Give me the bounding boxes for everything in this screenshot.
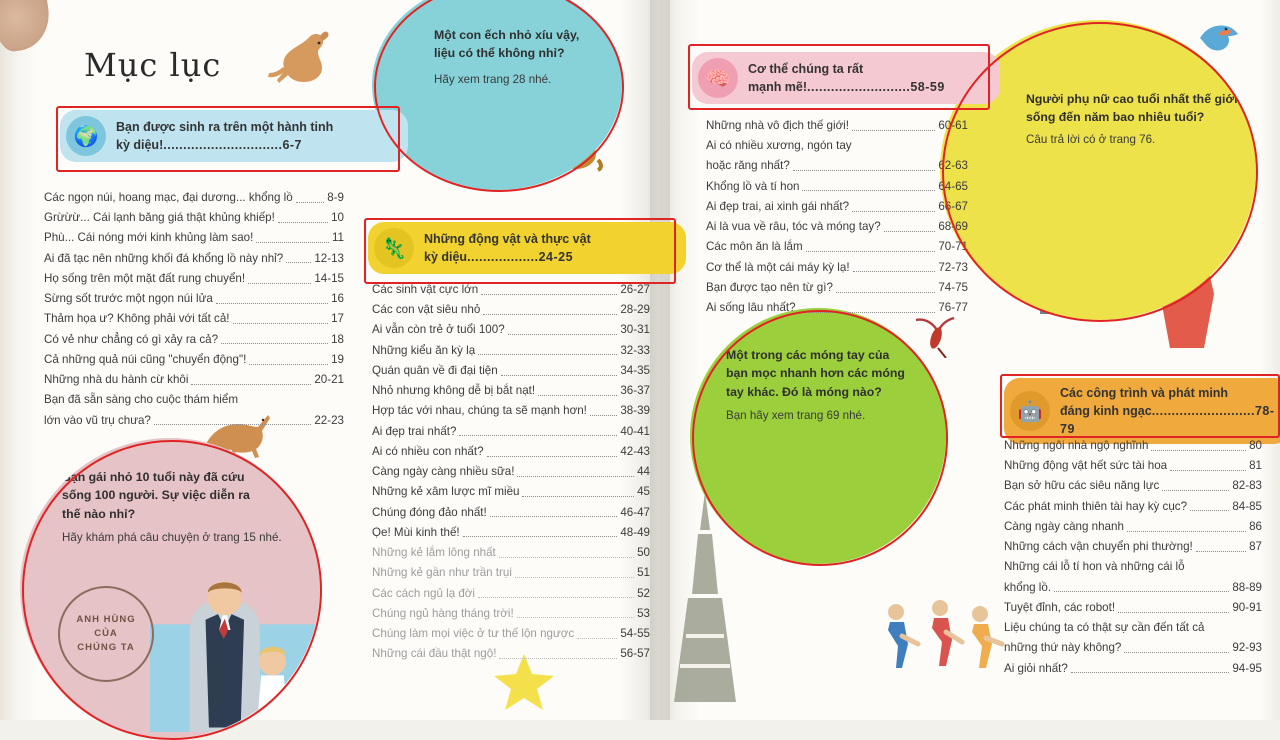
toc-entry-dots: [256, 242, 329, 243]
toc-entry-dots: [1118, 612, 1229, 613]
toc-entry[interactable]: [44, 251, 344, 267]
toc-entry-pages: 52: [637, 586, 650, 600]
toc-entry-label: Các môn ăn là lắm: [706, 240, 803, 254]
toc-entry[interactable]: [706, 179, 968, 195]
toc-entry-label: Những cái lỗ tí hon và những cái lỗ: [1004, 560, 1185, 574]
toc-entry[interactable]: [1004, 458, 1262, 474]
toc-entry-dots: [1071, 672, 1230, 673]
toc-entry-pages: 92-93: [1232, 641, 1262, 655]
toc-entry[interactable]: [372, 586, 650, 602]
toc-entry-dots: [806, 251, 936, 252]
banner-1-dots: ..............................: [163, 138, 283, 152]
hero-man-and-girl-illustration: [150, 556, 320, 738]
toc-entry-pages: 16: [331, 292, 344, 306]
toc-entry-dots: [508, 334, 618, 335]
toc-column-inventions: [1004, 438, 1262, 681]
kangaroo-illustration: [262, 26, 336, 100]
toc-entry-pages: 84-85: [1232, 499, 1262, 513]
toc-entry[interactable]: [1004, 640, 1262, 656]
toc-entry-label: Quán quân về đi đại tiện: [372, 363, 498, 377]
toc-entry-label: Những kẻ gần như trần trụi: [372, 566, 512, 580]
toc-entry-dots: [852, 211, 935, 212]
toc-entry-label: Grừừừ... Cái lạnh băng giá thật khủng khiếp!: [44, 211, 275, 225]
toc-column-body: [706, 118, 968, 320]
callout-green-sub: Bạn hãy xem trang 69 nhé.: [726, 409, 866, 422]
toc-entry-pages: 38-39: [620, 404, 650, 418]
toc-entry-label: Ai giỏi nhất?: [1004, 661, 1068, 675]
toc-entry[interactable]: [1004, 478, 1262, 494]
toc-entry-dots: [799, 312, 936, 313]
bird-illustration: [1196, 18, 1240, 52]
toc-entry-pages: 18: [331, 332, 344, 346]
toc-entry-label: Ai đẹp trai, ai xinh gái nhất?: [706, 199, 850, 213]
toc-entry[interactable]: [1004, 600, 1262, 616]
toc-entry-label: Chúng làm mọi việc ở tư thế lộn ngược: [372, 626, 575, 640]
toc-entry-label: lớn vào vũ trụ chưa?: [44, 413, 151, 427]
toc-entry-dots: [478, 354, 617, 355]
toc-entry-label: Các con vật siêu nhỏ: [372, 303, 481, 317]
toc-entry[interactable]: [372, 343, 650, 359]
toc-entry[interactable]: [372, 464, 650, 480]
toc-entry-pages: 8-9: [327, 191, 344, 204]
callout-yellow-line1: Người phụ nữ cao tuổi nhất thế giới: [1026, 92, 1238, 106]
toc-entry-label: Càng ngày càng nhiều sữa!: [372, 465, 515, 479]
toc-entry-pages: 66-67: [938, 199, 968, 213]
toc-entry-pages: 68-69: [938, 220, 968, 234]
toc-entry-pages: 34-35: [620, 363, 650, 377]
toc-entry-pages: 74-75: [938, 280, 968, 294]
toc-entry-dots: [1124, 652, 1229, 653]
callout-green-line1: Một trong các móng tay của: [726, 348, 890, 362]
banner-3-line1: Cơ thể chúng ta rất: [748, 61, 864, 76]
toc-entry-pages: 11: [331, 231, 344, 245]
toc-entry[interactable]: [372, 505, 650, 521]
toc-entry-dots: [1190, 510, 1229, 511]
toc-entry[interactable]: [44, 392, 344, 408]
banner-2-pages: 24-25: [538, 250, 574, 264]
page-title: Mục lục: [84, 46, 222, 84]
toc-entry[interactable]: [372, 403, 650, 419]
toc-entry-pages: 90-91: [1232, 600, 1262, 614]
toc-entry[interactable]: [372, 545, 650, 561]
banner-2-line1: Những động vật và thực vật: [424, 231, 591, 246]
toc-entry-label: Liệu chúng ta có thật sự cần đến tất cả: [1004, 621, 1205, 635]
toc-entry-dots: [216, 303, 328, 304]
callout-yellow-line2: sống đến năm bao nhiêu tuổi?: [1026, 110, 1205, 125]
toc-entry-label: Hợp tác với nhau, chúng ta sẽ mạnh hơn!: [372, 404, 587, 418]
toc-entry-dots: [248, 283, 311, 284]
toc-entry[interactable]: [372, 322, 650, 338]
toc-entry-label: Những nhà du hành cừ khôi: [44, 373, 189, 387]
toc-entry-dots: [191, 384, 311, 385]
toc-entry-label: Họ sống trên một mặt đất rung chuyển!: [44, 271, 246, 285]
robot-icon: 🤖: [1010, 391, 1050, 431]
toc-entry-dots: [1162, 490, 1229, 491]
toc-entry-label: Bạn đã sẵn sàng cho cuộc thám hiểm: [44, 393, 238, 407]
banner-4-dots: ..........................: [1151, 404, 1255, 419]
toc-entry-label: Bạn được tạo nên từ gì?: [706, 280, 833, 294]
callout-teal-line1: Một con ếch nhỏ xíu vậy,: [434, 28, 580, 42]
chapter-banner-animals[interactable]: [368, 222, 686, 274]
toc-entry-label: Những nhà vô địch thế giới!: [706, 119, 849, 132]
toc-entry-dots: [515, 577, 634, 578]
callout-teal-sub: Hãy xem trang 28 nhé.: [434, 73, 552, 86]
toc-entry-pages: 42-43: [620, 444, 650, 458]
toc-entry[interactable]: [372, 363, 650, 379]
toc-entry[interactable]: [706, 138, 968, 154]
toc-entry-pages: 86: [1249, 519, 1262, 533]
toc-entry-dots: [836, 292, 935, 293]
toc-entry-dots: [1151, 450, 1246, 451]
toc-entry[interactable]: [706, 239, 968, 255]
toc-entry-dots: [154, 424, 311, 425]
toc-entry[interactable]: [1004, 559, 1262, 575]
toc-entry-dots: [499, 658, 617, 659]
toc-entry-pages: 19: [331, 352, 344, 366]
toc-entry-label: Bạn sở hữu các siêu năng lực: [1004, 479, 1160, 493]
callout-bubble-green: [690, 308, 946, 564]
toc-entry-pages: 60-61: [938, 119, 968, 132]
toc-entry-pages: 81: [1249, 459, 1262, 473]
toc-entry-label: Phù... Cái nóng mới kinh khủng làm sao!: [44, 231, 254, 245]
toc-entry[interactable]: [372, 484, 650, 500]
toc-entry[interactable]: [372, 282, 650, 298]
toc-entry[interactable]: [372, 383, 650, 399]
toc-entry-pages: 44: [637, 465, 650, 479]
toc-entry-label: Các ngọn núi, hoang mạc, đại dương... khổng lồ: [44, 191, 293, 204]
toc-entry-label: Ai là vua về râu, tóc và móng tay?: [706, 220, 881, 234]
toc-entry-label: Ai đã tạc nên những khối đá khổng lồ này nhỉ?: [44, 251, 284, 265]
toc-entry[interactable]: [44, 271, 344, 287]
banner-4-line2: đáng kinh ngạc: [1060, 404, 1152, 419]
toc-entry-label: Các sinh vật cực lớn: [372, 283, 479, 296]
toc-entry-label: Những ngôi nhà ngộ nghĩnh: [1004, 439, 1149, 452]
toc-entry[interactable]: [706, 260, 968, 276]
toc-entry-pages: 22-23: [314, 413, 344, 427]
toc-entry-dots: [852, 130, 935, 131]
toc-entry-label: hoặc răng nhất?: [706, 159, 790, 173]
toc-entry[interactable]: [44, 230, 344, 246]
toc-entry-label: Tuyệt đỉnh, các robot!: [1004, 600, 1116, 614]
toc-entry[interactable]: [1004, 620, 1262, 636]
toc-entry[interactable]: [706, 199, 968, 215]
toc-entry[interactable]: [1004, 661, 1262, 677]
toc-entry[interactable]: [706, 219, 968, 235]
toc-entry[interactable]: [372, 424, 650, 440]
toc-entry[interactable]: [706, 300, 968, 316]
toc-entry-dots: [793, 170, 936, 171]
toc-entry[interactable]: [372, 525, 650, 541]
toc-entry-pages: 14-15: [314, 271, 344, 285]
toc-entry-label: Những động vật hết sức tài hoa: [1004, 459, 1168, 473]
callout-green-line2: bạn mọc nhanh hơn các móng: [726, 366, 905, 381]
toc-entry-pages: 50: [637, 546, 650, 560]
toc-entry-pages: 45: [637, 485, 650, 499]
brain-icon: 🧠: [698, 58, 738, 98]
toc-entry-pages: 28-29: [620, 303, 650, 317]
toc-entry-pages: 48-49: [620, 525, 650, 539]
toc-entry-label: Ai có nhiều xương, ngón tay: [706, 139, 852, 153]
hand-holding-book: [0, 0, 53, 54]
toc-entry-dots: [483, 314, 617, 315]
toc-entry[interactable]: [44, 352, 344, 368]
toc-entry-dots: [517, 476, 634, 477]
toc-entry[interactable]: [1004, 519, 1262, 535]
toc-entry-dots: [481, 294, 617, 295]
toc-entry[interactable]: [44, 291, 344, 307]
toc-entry[interactable]: [44, 311, 344, 327]
callout-pink-line3: thế nào nhỉ?: [62, 506, 136, 521]
toc-entry-dots: [884, 231, 936, 232]
callout-pink-line2: sống 100 người. Sự việc diễn ra: [62, 488, 250, 503]
toc-entry[interactable]: [372, 626, 650, 642]
toc-entry-pages: 40-41: [620, 424, 650, 438]
callout-green-line3: tay khác. Đó là móng nào?: [726, 384, 882, 399]
stamp-line-1: ANH HÙNG: [76, 613, 136, 625]
toc-entry[interactable]: [372, 565, 650, 581]
toc-entry-pages: 76-77: [938, 301, 968, 315]
banner-4-line1: Các công trình và phát minh: [1060, 386, 1229, 400]
toc-entry[interactable]: [372, 444, 650, 460]
toc-column-planet: [44, 190, 344, 433]
toc-entry-label: khổng lồ.: [1004, 580, 1052, 594]
toc-entry-pages: 70-71: [938, 240, 968, 254]
toc-entry-dots: [490, 516, 618, 517]
stamp-line-3: CHÚNG TA: [77, 642, 135, 654]
toc-entry-pages: 87: [1249, 540, 1262, 554]
toc-entry-dots: [1054, 591, 1229, 592]
hero-stamp: [58, 586, 154, 682]
toc-entry-pages: 30-31: [620, 323, 650, 337]
toc-entry-dots: [577, 638, 617, 639]
callout-bubble-pink: [20, 438, 320, 738]
toc-entry-pages: 72-73: [938, 260, 968, 274]
toc-entry-dots: [522, 496, 634, 497]
banner-2-line2: kỳ diệu: [424, 250, 468, 264]
toc-entry-pages: 54-55: [620, 626, 650, 640]
toc-entry-label: Thảm họa ư? Không phải với tất cả!: [44, 312, 230, 326]
toc-entry[interactable]: [1004, 438, 1262, 454]
runners-illustration: [872, 596, 1008, 676]
toc-entry-label: Những kẻ lắm lông nhất: [372, 546, 496, 560]
toc-entry-pages: 46-47: [620, 505, 650, 519]
toc-entry-label: Khổng lồ và tí hon: [706, 179, 800, 193]
toc-entry[interactable]: [1004, 580, 1262, 596]
banner-3-dots: ..........................: [807, 80, 911, 94]
banner-3-line2: mạnh mẽ!: [748, 80, 808, 94]
toc-entry-dots: [249, 364, 328, 365]
banner-4-pages: 78-79: [1060, 404, 1275, 437]
globe-child-icon: 🌍: [66, 116, 106, 156]
toc-entry-pages: 26-27: [620, 283, 650, 296]
toc-entry[interactable]: [1004, 499, 1262, 515]
toc-entry[interactable]: [706, 118, 968, 134]
toc-entry-pages: 51: [637, 566, 650, 580]
toc-entry-label: Nhỏ nhưng không dễ bị bắt nạt!: [372, 384, 536, 398]
toc-entry-dots: [590, 415, 617, 416]
toc-entry-label: Cả những quả núi cũng "chuyển động"!: [44, 352, 247, 366]
toc-entry[interactable]: [1004, 539, 1262, 555]
toc-entry-label: Sừng sốt trước một ngọn núi lửa: [44, 292, 213, 306]
toc-entry-label: những thứ này không?: [1004, 641, 1122, 655]
toc-entry-dots: [459, 435, 617, 436]
toc-entry-pages: 10: [331, 211, 344, 225]
toc-entry[interactable]: [372, 606, 650, 622]
toc-entry-dots: [233, 323, 329, 324]
toc-entry-label: Ai sống lâu nhất?: [706, 301, 796, 315]
toc-entry[interactable]: [44, 190, 344, 206]
toc-entry-dots: [499, 557, 634, 558]
toc-entry-dots: [463, 536, 618, 537]
toc-entry[interactable]: [372, 646, 650, 662]
toc-entry-label: Những kiểu ăn kỳ lạ: [372, 343, 476, 357]
toc-entry-dots: [517, 617, 634, 618]
toc-entry-label: Ọe! Mùi kinh thế!: [372, 525, 460, 539]
toc-entry-pages: 88-89: [1232, 580, 1262, 594]
toc-entry-label: Những cách vận chuyển phi thường!: [1004, 540, 1193, 554]
toc-entry-pages: 53: [637, 606, 650, 620]
toc-entry-label: Cơ thể là một cái máy kỳ lạ!: [706, 260, 850, 274]
toc-column-animals: [372, 282, 650, 666]
toc-entry-pages: 80: [1249, 439, 1262, 452]
toc-entry[interactable]: [44, 372, 344, 388]
toc-entry-dots: [538, 395, 617, 396]
toc-entry-dots: [296, 202, 325, 203]
toc-entry-label: Ai vẫn còn trẻ ở tuổi 100?: [372, 323, 505, 337]
toc-entry-dots: [221, 343, 328, 344]
toc-entry-dots: [1127, 531, 1246, 532]
callout-yellow-sub: Câu trả lời có ở trang 76.: [1026, 133, 1156, 146]
lizard-icon: 🦎: [374, 228, 414, 268]
toc-entry-dots: [278, 222, 328, 223]
toc-entry-dots: [802, 190, 935, 191]
toc-entry-pages: 64-65: [938, 179, 968, 193]
callout-pink-line1: Bạn gái nhỏ 10 tuổi này đã cứu: [62, 470, 245, 484]
toc-entry-label: Ai đẹp trai nhất?: [372, 424, 457, 438]
toc-entry-dots: [286, 262, 311, 263]
toc-entry-dots: [853, 271, 936, 272]
toc-entry[interactable]: [44, 332, 344, 348]
toc-entry-label: Chúng ngủ hàng tháng trời!: [372, 606, 514, 620]
banner-1-line2: kỳ diệu!: [116, 138, 164, 152]
chapter-banner-inventions[interactable]: [1004, 378, 1280, 444]
toc-entry-dots: [1170, 470, 1246, 471]
stamp-line-2: CỦA: [94, 627, 118, 639]
toc-entry[interactable]: [706, 280, 968, 296]
chapter-banner-planet[interactable]: [60, 110, 408, 162]
toc-entry-label: Ai có nhiều con nhất?: [372, 444, 484, 458]
toc-entry[interactable]: [44, 210, 344, 226]
toc-entry-label: Những cái đầu thật ngộ!: [372, 647, 497, 661]
toc-entry[interactable]: [44, 413, 344, 429]
toc-entry-dots: [1196, 551, 1246, 552]
banner-3-pages: 58-59: [910, 80, 945, 94]
toc-entry-pages: 20-21: [314, 373, 344, 387]
toc-entry-pages: 12-13: [314, 251, 344, 265]
chapter-banner-body[interactable]: [692, 52, 1000, 104]
toc-entry-pages: 17: [331, 312, 344, 326]
toc-entry-pages: 56-57: [620, 647, 650, 661]
banner-1-line1: Bạn được sinh ra trên một hành tinh: [116, 119, 334, 134]
toc-entry-pages: 62-63: [938, 159, 968, 173]
toc-entry-pages: 82-83: [1232, 479, 1262, 493]
banner-1-pages: 6-7: [282, 138, 303, 152]
toc-entry-pages: 36-37: [620, 384, 650, 398]
toc-entry-label: Có vẻ như chẳng có gì xảy ra cả?: [44, 332, 219, 346]
toc-entry-label: Các phát minh thiên tài hay kỳ cục?: [1004, 499, 1188, 513]
toc-entry[interactable]: [706, 158, 968, 174]
toc-entry-dots: [501, 375, 618, 376]
toc-entry-pages: 32-33: [620, 343, 650, 357]
toc-entry-dots: [478, 597, 634, 598]
toc-entry-pages: 94-95: [1232, 661, 1262, 675]
toc-entry-label: Chúng đóng đảo nhất!: [372, 505, 487, 519]
toc-entry-dots: [487, 456, 618, 457]
callout-teal-line2: liệu có thể không nhỉ?: [434, 46, 565, 61]
banner-2-dots: ..................: [467, 250, 539, 264]
toc-entry-label: Càng ngày càng nhanh: [1004, 519, 1124, 533]
toc-entry-label: Các cách ngủ lạ đời: [372, 586, 475, 600]
toc-entry[interactable]: [372, 302, 650, 318]
callout-pink-sub: Hãy khám phá câu chuyện ở trang 15 nhé.: [62, 531, 282, 544]
toc-entry-label: Những kẻ xâm lược mĩ miều: [372, 485, 520, 499]
